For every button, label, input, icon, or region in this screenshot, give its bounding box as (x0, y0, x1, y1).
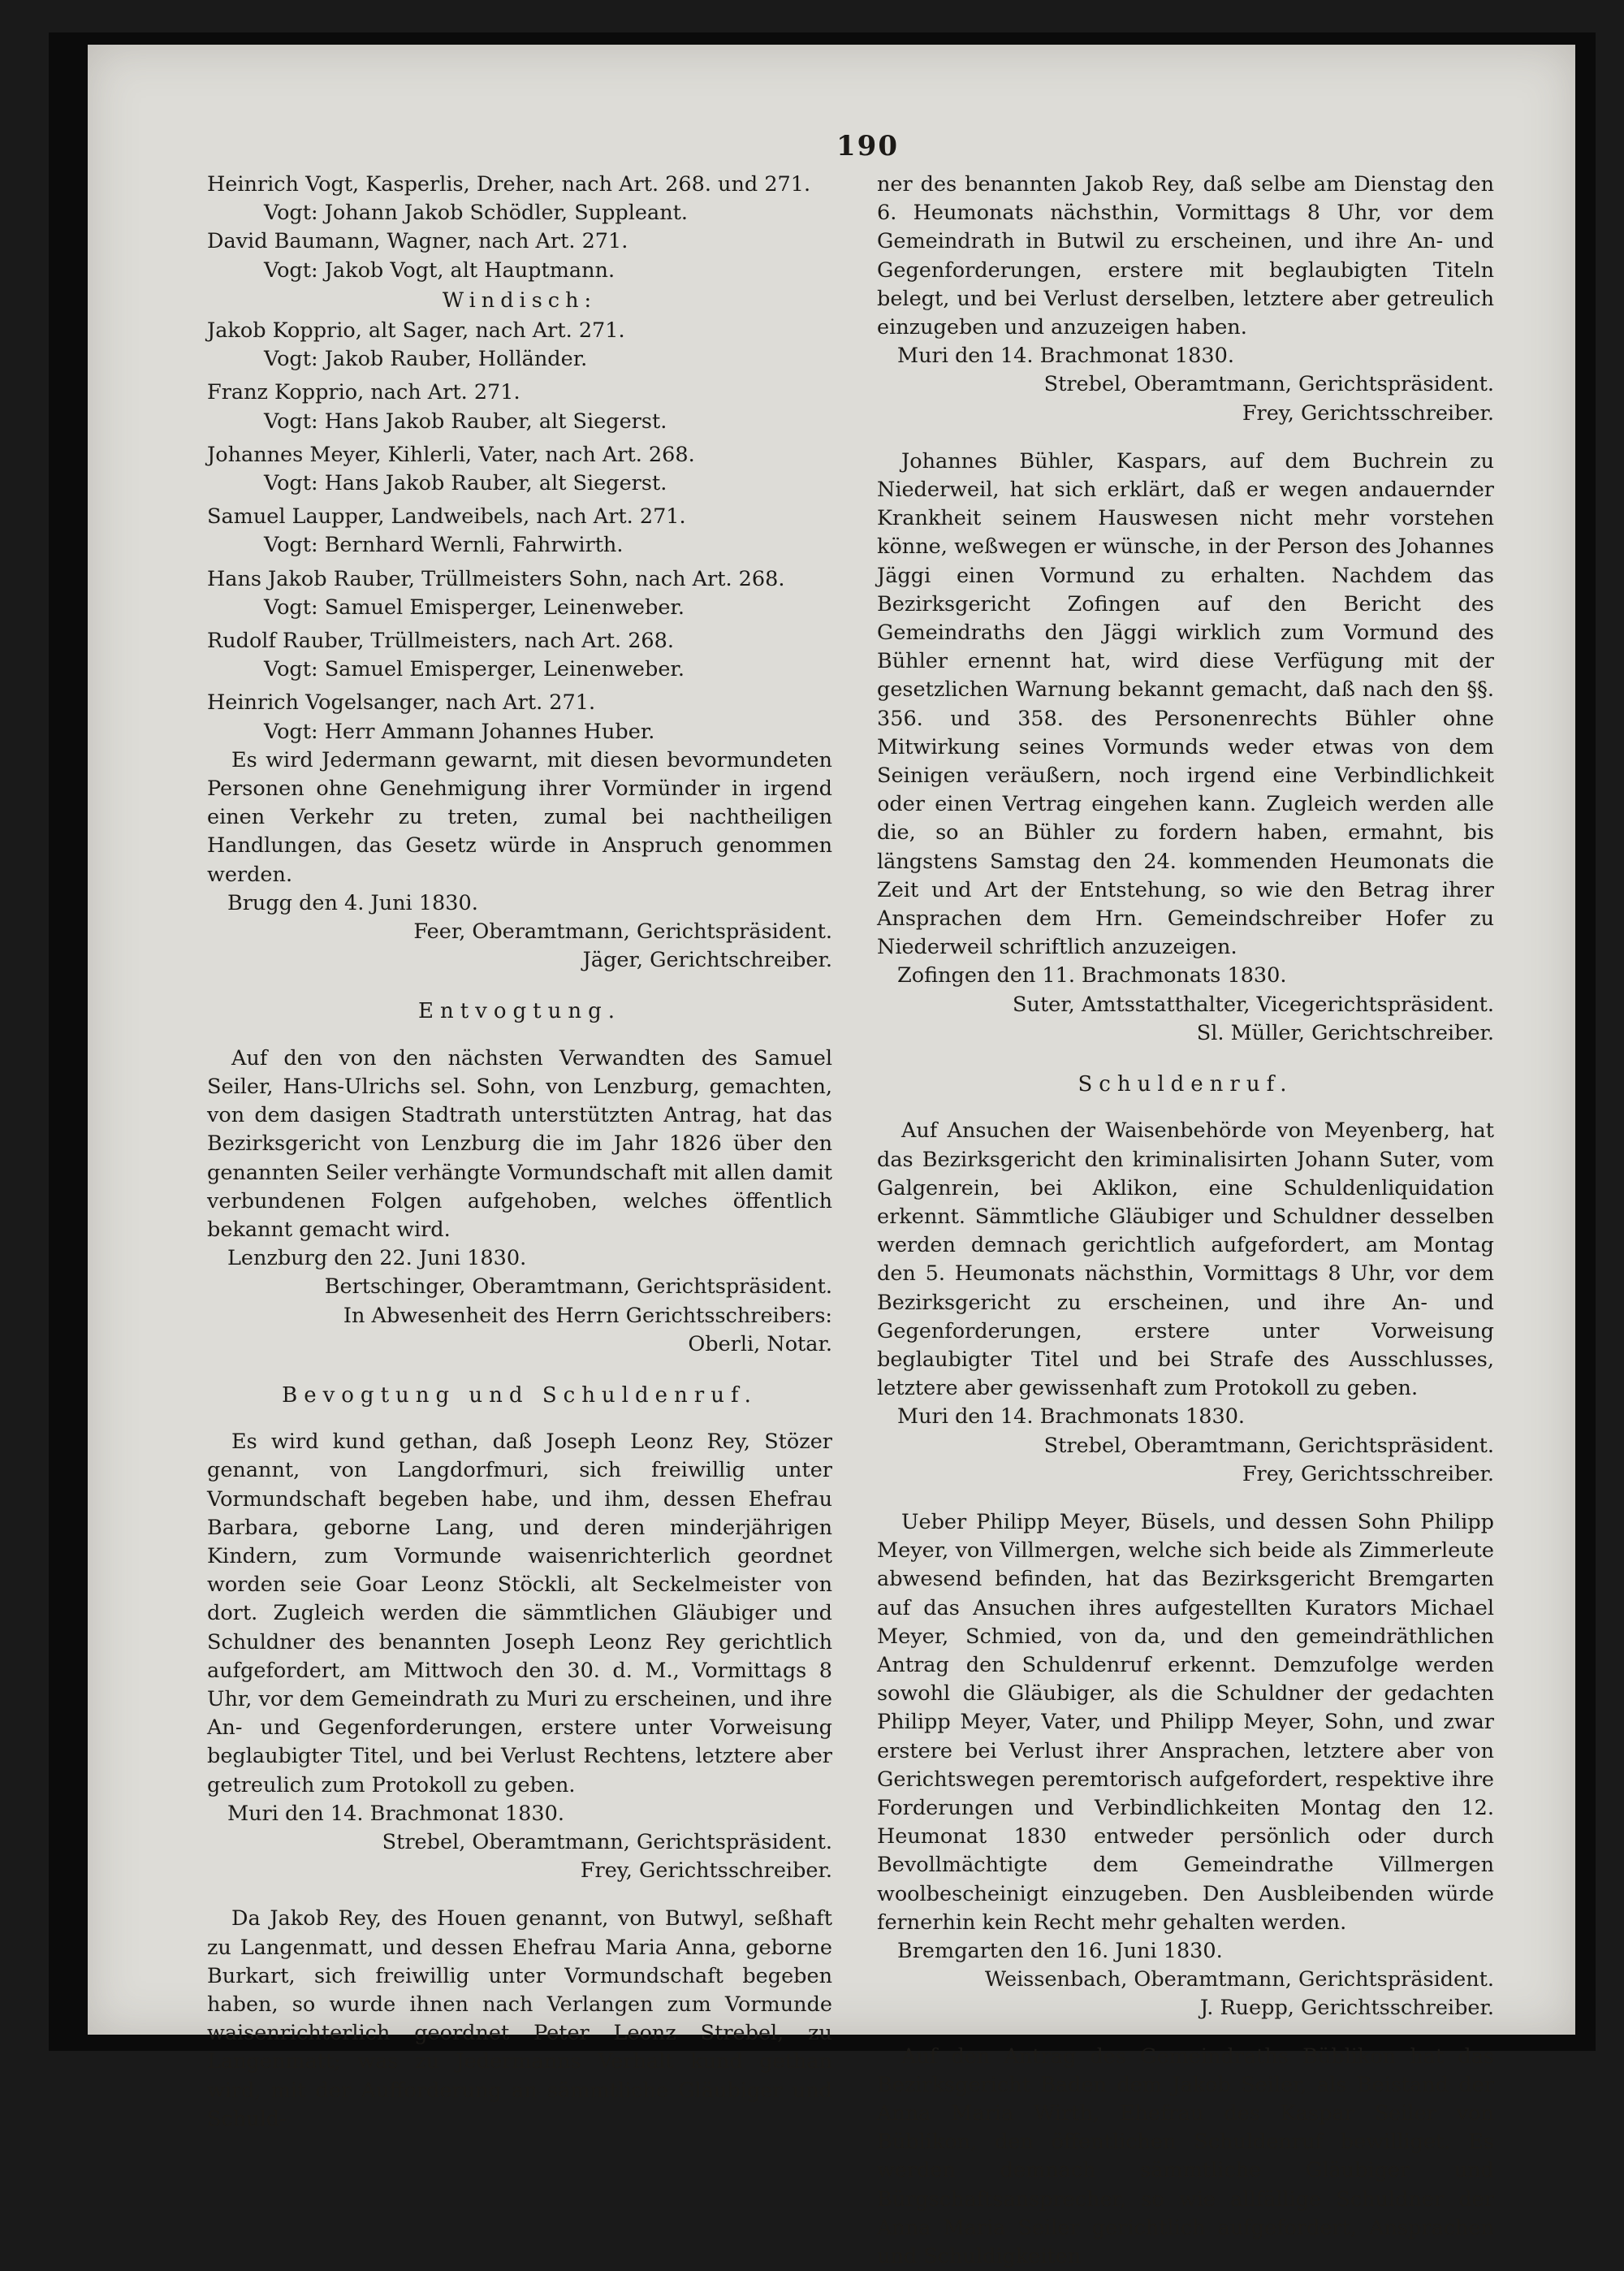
guardian-name: Vogt: Bernhard Wernli, Fahrwirth. (264, 533, 624, 558)
signature: Bertschinger, Oberamtmann, Gerichtspräsident. (324, 1274, 832, 1300)
left-column (207, 171, 832, 2134)
bevogtung-title: Bevogtung und Schuldenruf. (282, 1382, 758, 1408)
signature: Weissenbach, Oberamtmann, Gerichtspräsident. (984, 1967, 1494, 1992)
rey-continued-paragraph: ner des benannten Jakob Rey, daß selbe am Dienstag den 6. Heumonats nächsthin, Vormittags 8 Uhr, vor dem Gemeindrath in Butwil zu erscheinen, und ihre An- und Gegenforderungen, erstere mit beglaubigten Titeln belegt, und bei Verlust derselben, letztere aber getreulich einzugeben und anzuzeigen haben. (877, 172, 1494, 340)
signature: Strebel, Oberamtmann, Gerichtspräsident. (382, 1829, 832, 1854)
place-date: Muri den 14. Brachmonat 1830. (897, 344, 1234, 369)
guardianship-entry (207, 227, 832, 284)
guardianship-entry (207, 317, 832, 374)
guardian-name: Vogt: Herr Ammann Johannes Huber. (264, 719, 655, 744)
guardianship-entry (207, 441, 832, 498)
signature: Suter, Amtsstatthalter, Vicegerichtspräsident. (1013, 992, 1494, 1017)
signature: Frey, Gerichtsschreiber. (580, 1858, 832, 1884)
guardian-name: Vogt: Jakob Vogt, alt Hauptmann. (264, 257, 615, 283)
guardian-name: Vogt: Hans Jakob Rauber, alt Siegerst. (264, 471, 667, 496)
entvogtung-paragraph: Auf den von den nächsten Verwandten des Samuel Seiler, Hans-Ulrichs sel. Sohn, von Lenzburg, gemachten, von dem dasigen Stadtrath unterstützten Antrag, hat das Bezirksgericht von Lenzburg die im Jahr 1826 über den genannten Seiler verhängte Vormundschaft mit allen damit verbundenen Folgen aufgehoben, welches öffentlich bekannt gemacht wird. (207, 1045, 832, 1242)
signature: Strebel, Oberamtmann, Gerichtspräsident. (1043, 1433, 1494, 1458)
guardianship-entry (207, 565, 832, 622)
place-date: Zofingen den 11. Brachmonats 1830. (897, 963, 1287, 988)
buehler-paragraph: Johannes Bühler, Kaspars, auf dem Buchrein zu Niederweil, hat sich erklärt, daß er wegen andauernder Krankheit seinem Hauswesen nicht mehr vorstehen könne, weßwegen er wünsche, in der Person des Johannes Jäggi einen Vormund zu erhalten. Nachdem das Bezirksgericht Zofingen auf den Bericht des Gemeindraths den Jäggi wirklich zum Vormund des Bühler ernennt hat, wird diese Verfügung mit der gesetzlichen Warnung bekannt gemacht, daß nach den §§. 356. und 358. des Personenrechts Bühler ohne Mitwirkung seines Vormunds weder etwas von dem Seinigen veräußern, noch irgend eine Verbindlichkeit oder einen Vertrag eingehen kann. Zugleich werden alle die, so an Bühler zu fordern haben, ermahnt, bis längstens Samstag den 24. kommenden Heumonats die Zeit und Art der Entstehung, so wie den Betrag ihrer Ansprachen dem Hrn. Gemeindschreiber Hofer zu Niederweil schriftlich anzuzeigen. (877, 448, 1494, 960)
guardian-name: Vogt: Hans Jakob Rauber, alt Siegerst. (264, 409, 667, 434)
guardian-name: Vogt: Johann Jakob Schödler, Suppleant. (264, 201, 688, 226)
place-date: Bremgarten den 16. Juni 1830. (897, 1938, 1223, 1963)
signature: Frey, Gerichtsschreiber. (1242, 1461, 1494, 1486)
rey-paragraph: Da Jakob Rey, des Houen genannt, von Butwyl, seßhaft zu Langenmatt, und dessen Ehefrau Maria Anna, geborne Burkart, sich freiwillig unter Vormundschaft begeben haben, so wurde ihnen nach Verlangen zum Vormunde waisenrichterlich geordnet Peter Leonz Strebel, zu Langenmatt; was zu Jedermanns Verhalt kund gethan wird, mit der Aufforderung an sämmtliche Gläubiger und Schuld- (207, 1906, 832, 2131)
ward-name: Johannes Meyer, Kihlerli, Vater, nach Art. 268. (207, 442, 695, 467)
signature: J. Ruepp, Gerichtsschreiber. (1199, 1996, 1494, 2021)
ward-name: Rudolf Rauber, Trüllmeisters, nach Art. 268. (207, 629, 674, 654)
ward-name: Heinrich Vogt, Kasperlis, Dreher, nach Art. 268. und 271. (207, 172, 811, 197)
guardianship-entry (207, 171, 832, 227)
suter-paragraph: Auf Ansuchen der Waisenbehörde von Meyenberg, hat das Bezirksgericht den kriminalisirten Johann Suter, vom Galgenrein, bei Aklikon, eine Schuldenliquidation erkennt. Sämmtliche Gläubiger und Schuldner desselben werden demnach gerichtlich aufgefordert, am Montag den 5. Heumonats nächsthin, Vormittags 8 Uhr, vor dem Bezirksgericht zu erscheinen, und ihre An- und Gegenforderungen, erstere unter Vorweisung beglaubigter Titel und bei Strafe des Ausschlusses, letztere aber gewissenhaft zum Protokoll zu geben. (877, 1118, 1494, 1401)
place-date: Muri den 14. Brachmonats 1830. (897, 1404, 1246, 1430)
signature: Frey, Gerichtsschreiber. (1242, 400, 1494, 426)
signature: In Abwesenheit des Herrn Gerichtsschreibers: (343, 1303, 832, 1328)
ward-name: Heinrich Vogelsanger, nach Art. 271. (207, 690, 596, 716)
guardianship-entry (207, 378, 832, 435)
place-date: Lenzburg den 22. Juni 1830. (227, 1246, 527, 1271)
guardianship-entry (207, 627, 832, 684)
ward-name: Samuel Laupper, Landweibels, nach Art. 271. (207, 504, 686, 530)
signature: Strebel, Oberamtmann, Gerichtspräsident. (1043, 372, 1494, 397)
guardianship-entry (207, 689, 832, 746)
bevogtung-paragraph: Es wird kund gethan, daß Joseph Leonz Rey, Stözer genannt, von Langdorfmuri, sich freiwillig unter Vormundschaft begeben habe, und ihm, dessen Ehefrau Barbara, geborne Lang, und deren minderjährigen Kindern, zum Vormunde waisenrichterlich geordnet worden seie Goar Leonz Stöckli, alt Seckelmeister von dort. Zugleich werden die sämmtlichen Gläubiger und Schuldner des benannten Joseph Leonz Rey gerichtlich aufgefordert, am Mittwoch den 30. d. M., Vormittags 8 Uhr, vor dem Gemeindrath zu Muri zu erscheinen, und ihre An- und Gegenforderungen, erstere unter Vorweisung beglaubigter Titel, und bei Verlust Rechtens, letztere aber getreulich zum Protokoll zu geben. (207, 1430, 832, 1797)
schuldenruf-title: Schuldenruf. (1078, 1072, 1294, 1097)
meyer-paragraph: Ueber Philipp Meyer, Büsels, und dessen Sohn Philipp Meyer, von Villmergen, welche sich beide als Zimmerleute abwesend befinden, hat das Bezirksgericht Bremgarten auf das Ansuchen ihres aufgestellten Kurators Michael Meyer, Schmied, von da, und den gemeindräthlichen Antrag den Schuldenruf erkennt. Demzufolge werden sowohl die Gläubiger, als die Schuldner der gedachten Philipp Meyer, Vater, und Philipp Meyer, Sohn, und zwar erstere bei Verlust ihrer Ansprachen, letztere aber von Gerichtswegen peremtorisch aufgefordert, respektive ihre Forderungen und Verbindlichkeiten Montag den 12. Heumonat 1830 entweder persönlich oder durch Bevollmächtigte dem Gemeindrathe Villmergen woolbescheinigt einzugeben. Den Ausbleibenden würde fernerhin kein Recht mehr gehalten werden. (877, 1509, 1494, 1935)
guardianship-entry (207, 503, 832, 560)
warning-paragraph: Es wird Jedermann gewarnt, mit diesen bevormundeten Personen ohne Genehmigung ihrer Vormünder in irgend einen Verkehr zu treten, zumal bei nachtheiligen Handlungen, das Gesetz würde in Anspruch genommen werden. (207, 747, 832, 887)
page-number: 190 (836, 130, 899, 162)
ward-name: David Baumann, Wagner, nach Art. 271. (207, 229, 628, 254)
signature: Sl. Müller, Gerichtschreiber. (1196, 1020, 1494, 1045)
entvogtung-title: Entvogtung. (417, 999, 621, 1024)
guardian-name: Vogt: Jakob Rauber, Holländer. (264, 347, 588, 372)
ward-name: Jakob Kopprio, alt Sager, nach Art. 271. (207, 318, 625, 344)
seiler-paragraph: Auf den Antrag des Gemeindraths Büblikon hat das Bezirksgericht Baden dem Jakob Seiler, als Beistand der Anna Maria Wirth, Ehefrau des Kaspar Seiler von Büblikon, den öffentlichen Schuldenruf bewilliget. Es werden demnach sämmtliche Gläubiger und Bürgschaftsansprecher, so wie allfällige Schuldner der Anna Maria Seiler gerichtlich aufgefordert, Ansprachen und Schuldigkeiten (877, 2044, 1494, 2269)
right-column (877, 171, 1494, 2271)
place-date: Muri den 14. Brachmonat 1830. (227, 1801, 564, 1826)
windisch-heading: Windisch: (442, 288, 598, 313)
ward-name: Franz Kopprio, nach Art. 271. (207, 380, 520, 405)
place-date: Brugg den 4. Juni 1830. (227, 890, 478, 915)
signature: Oberli, Notar. (688, 1331, 832, 1356)
guardian-name: Vogt: Samuel Emisperger, Leinenweber. (264, 657, 685, 682)
signature: Feer, Oberamtmann, Gerichtspräsident. (413, 919, 832, 945)
guardian-name: Vogt: Samuel Emisperger, Leinenweber. (264, 595, 685, 620)
ward-name: Hans Jakob Rauber, Trüllmeisters Sohn, nach Art. 268. (207, 566, 785, 591)
signature: Jäger, Gerichtschreiber. (582, 948, 832, 973)
